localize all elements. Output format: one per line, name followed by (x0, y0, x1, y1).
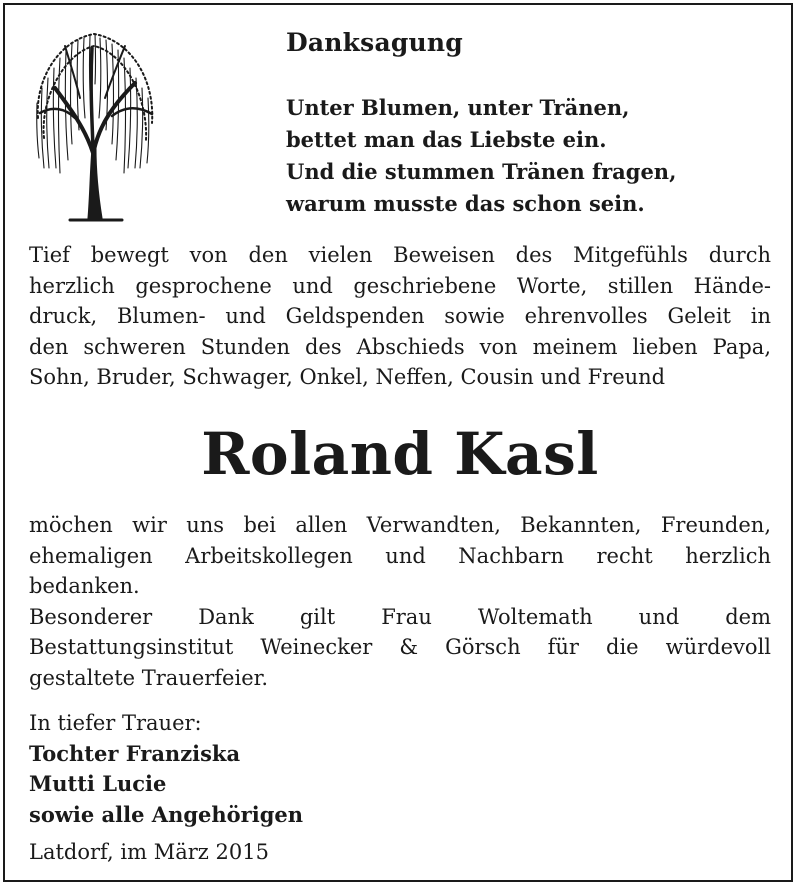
mourner-name: Tochter Franziska (29, 740, 241, 766)
signoff-intro: In tiefer Trauer: (29, 711, 202, 735)
intro-line: Tief bewegt von den vielen Beweisen des Mitgefühls durch (29, 243, 771, 267)
poem-line: bettet man das Liebste ein. (286, 127, 607, 152)
thanks-line: bedanken. (29, 574, 140, 598)
signoff (29, 708, 303, 830)
weeping-willow-icon (30, 28, 160, 223)
poem-line: warum musste das schon sein. (286, 191, 645, 216)
thanks-line: Besonderer Dank gilt Frau Woltemath und dem (29, 604, 771, 629)
poem (286, 92, 676, 220)
mourner-name: Mutti Lucie (29, 771, 167, 796)
thanks-line: gestaltete Trauerfeier. (29, 665, 269, 690)
poem-line: Und die stummen Tränen fragen, (286, 159, 677, 184)
intro-paragraph (29, 240, 771, 393)
thanks-paragraph (29, 510, 771, 693)
thanks-line: ehemaligen Arbeitskollegen und Nachbarn recht herzlich (29, 543, 771, 568)
intro-line: Sohn, Bruder, Schwager, Onkel, Neffen, Cousin und Freund (29, 365, 666, 389)
poem-line: Unter Blumen, unter Tränen, (286, 95, 630, 120)
thanks-line: möchen wir uns bei allen Verwandten, Bekannten, Freunden, (29, 513, 771, 537)
intro-line: herzlich gesprochene und geschriebene Worte, stillen Hände- (29, 273, 771, 298)
place-date: Latdorf, im März 2015 (29, 840, 269, 864)
thanks-line: Bestattungsinstitut Weinecker & Görsch für die würdevoll (29, 635, 771, 659)
heading: Danksagung (286, 28, 463, 57)
mourner-name: sowie alle Angehörigen (29, 801, 304, 827)
intro-line: druck, Blumen- und Geldspenden sowie ehrenvolles Geleit in (29, 304, 771, 328)
deceased-name: Roland Kasl (201, 420, 599, 488)
intro-line: den schweren Stunden des Abschieds von meinem lieben Papa, (29, 334, 771, 359)
